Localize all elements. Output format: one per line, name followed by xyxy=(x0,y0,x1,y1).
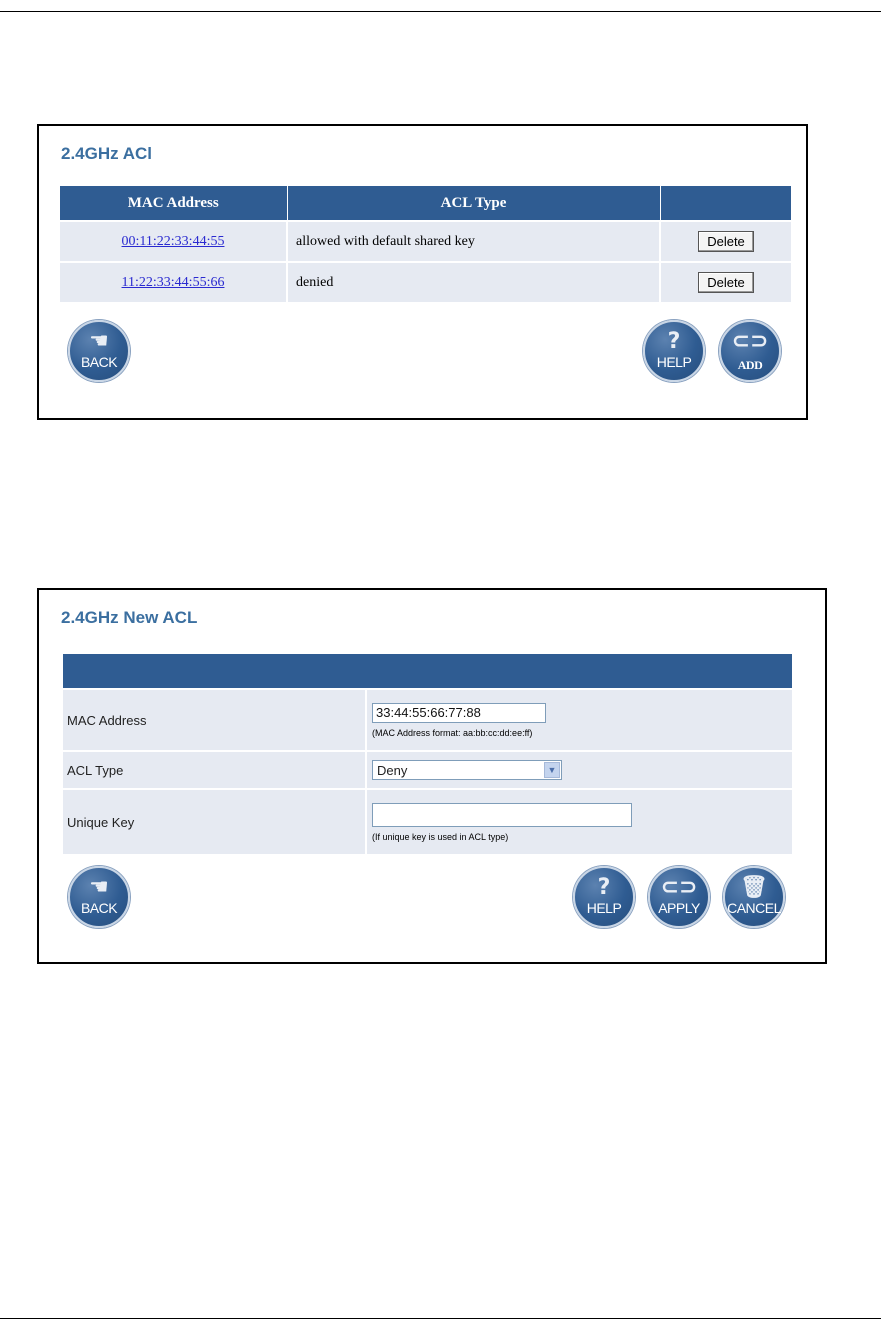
trash-can-icon: 🗑 xyxy=(740,875,768,900)
mac-link[interactable]: 11:22:33:44:55:66 xyxy=(121,274,225,290)
acl-type-cell: denied xyxy=(287,262,660,302)
add-button[interactable]: ⊂⊃ ADD xyxy=(719,320,781,382)
bottom-rule xyxy=(0,1318,881,1319)
top-rule xyxy=(0,11,881,12)
form-header xyxy=(63,654,792,689)
column-actions xyxy=(660,186,791,221)
unique-key-label: Unique Key xyxy=(63,789,366,854)
mac-format-hint: (MAC Address format: aa:bb:cc:dd:ee:ff) xyxy=(372,727,533,738)
column-acl-type: ACL Type xyxy=(287,186,660,221)
acl-table xyxy=(60,186,791,302)
help-button[interactable]: ? HELP xyxy=(573,866,635,928)
mac-link[interactable]: 00:11:22:33:44:55 xyxy=(121,233,225,249)
acl-type-row xyxy=(63,751,792,789)
unique-key-row xyxy=(63,789,792,854)
unique-key-input[interactable] xyxy=(372,803,632,827)
hand-pointer-icon: ☚ xyxy=(89,875,109,900)
column-mac-address: MAC Address xyxy=(60,186,287,221)
delete-button[interactable]: Delete xyxy=(698,231,754,252)
cancel-button[interactable]: 🗑 CANCEL xyxy=(723,866,785,928)
apply-button[interactable]: ⊂⊃ APPLY xyxy=(648,866,710,928)
hand-pointer-icon: ☚ xyxy=(89,329,109,354)
new-acl-panel xyxy=(37,588,827,964)
mac-address-label: MAC Address xyxy=(63,689,366,751)
delete-button[interactable]: Delete xyxy=(698,272,754,293)
table-row xyxy=(60,221,791,262)
chevron-down-icon: ▼ xyxy=(544,762,560,778)
acl-type-selected: Deny xyxy=(377,763,408,778)
apply-pill-icon: ⊂⊃ xyxy=(660,875,698,900)
question-mark-icon: ? xyxy=(597,875,611,900)
new-acl-panel-title: 2.4GHz New ACL xyxy=(61,608,198,627)
new-acl-form xyxy=(63,654,792,854)
mac-address-input[interactable] xyxy=(372,703,546,723)
add-pill-icon: ⊂⊃ xyxy=(731,329,769,354)
acl-panel-title: 2.4GHz ACl xyxy=(61,144,153,163)
mac-address-row xyxy=(63,689,792,751)
acl-type-label: ACL Type xyxy=(63,751,366,789)
question-mark-icon: ? xyxy=(667,329,681,354)
unique-key-hint: (If unique key is used in ACL type) xyxy=(372,831,509,842)
acl-list-panel xyxy=(37,124,808,420)
back-button[interactable]: ☚ BACK xyxy=(68,866,130,928)
help-button[interactable]: ? HELP xyxy=(643,320,705,382)
acl-table-header xyxy=(60,186,791,221)
table-row xyxy=(60,262,791,302)
back-button[interactable]: ☚ BACK xyxy=(68,320,130,382)
acl-type-select[interactable] xyxy=(372,760,562,780)
acl-type-cell: allowed with default shared key xyxy=(287,221,660,262)
